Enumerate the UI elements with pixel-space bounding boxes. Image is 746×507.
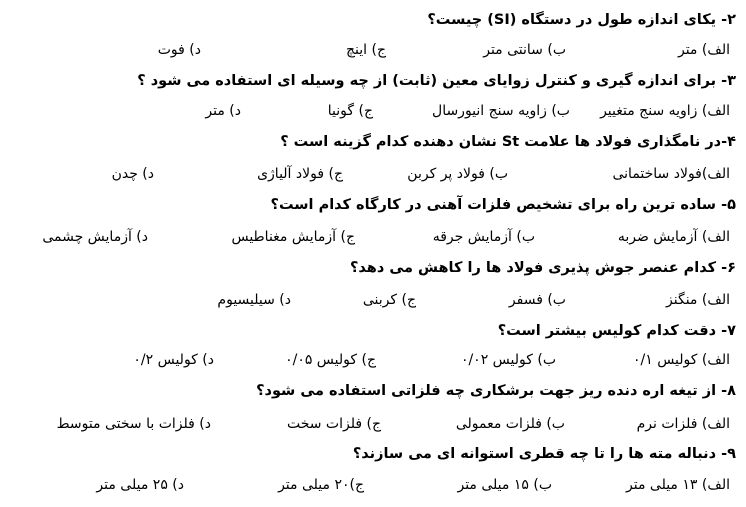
option-a: الف) متر (677, 42, 730, 58)
cropped-next-line (230, 500, 706, 507)
options-3 (0, 96, 746, 126)
option-c: ج) فلزات سخت (286, 416, 381, 432)
options-8 (0, 409, 746, 439)
option-d: د) متر (205, 103, 241, 119)
option-d: د) سیلیسیوم (217, 292, 291, 308)
options-5 (0, 222, 746, 252)
question-text: ۵- ساده ترین راه برای تشخیص فلزات آهنی در کارگاه کدام است؟ (270, 197, 736, 213)
option-d: د) فوت (157, 42, 201, 58)
option-d: د) ۲۵ میلی متر (96, 477, 184, 493)
option-b: ب) کولیس ۰/۰۲ (460, 352, 556, 368)
option-b: ب) فولاد پر کربن (407, 166, 508, 182)
option-b: ب) سانتی متر (483, 42, 566, 58)
question-6 (0, 253, 746, 283)
option-a: الف) زاویه سنج متغییر (600, 103, 730, 119)
question-text: ۸- از تیغه اره دنده ریز جهت برشکاری چه فلزاتی استفاده می شود؟ (256, 383, 736, 399)
question-text: ۴-در نامگذاری فولاد ها علامت St نشان دهنده کدام گزینه است ؟ (280, 134, 736, 150)
options-9 (0, 470, 746, 500)
option-c: ج)۲۰ میلی متر (278, 477, 364, 493)
option-c: ج) فولاد آلیاژی (257, 166, 343, 182)
option-d: د) کولیس ۰/۲ (133, 352, 214, 368)
option-a: الف) آزمایش ضربه (617, 229, 730, 245)
option-d: د) فلزات با سختی متوسط (56, 416, 211, 432)
question-text: ۹- دنباله مته ها را تا چه قطری استوانه ای می سازند؟ (352, 446, 736, 462)
question-text: ۳- برای اندازه گیری و کنترل زوایای معین (ثابت) از چه وسیله ای استفاده می شود ؟ (137, 73, 736, 89)
options-6 (0, 285, 746, 315)
option-c: ج) کولیس ۰/۰۵ (285, 352, 376, 368)
option-c: ج) اینچ (346, 42, 386, 58)
question-text: ۶- کدام عنصر جوش پذیری فولاد ها را کاهش می دهد؟ (349, 260, 736, 276)
question-7 (0, 316, 746, 346)
question-9 (0, 439, 746, 469)
option-b: ب) فلزات معمولی (455, 416, 565, 432)
question-4 (0, 127, 746, 157)
option-d: د) آزمایش چشمی (42, 229, 148, 245)
option-a: الف)فولاد ساختمانی (612, 166, 730, 182)
option-c: ج) گونیا (327, 103, 373, 119)
option-b: ب) زاویه سنج انیورسال (432, 103, 570, 119)
option-c: ج) آزمایش مغناطیس (231, 229, 355, 245)
option-b: ب) فسفر (508, 292, 566, 308)
question-8 (0, 376, 746, 406)
options-4 (0, 159, 746, 189)
option-b: ب) ۱۵ میلی متر (457, 477, 552, 493)
option-a: الف) فلزات نرم (636, 416, 730, 432)
question-text: ۷- دقت کدام کولیس بیشتر است؟ (497, 323, 736, 339)
options-2 (0, 35, 746, 65)
option-d: د) چدن (111, 166, 154, 182)
options-7 (0, 345, 746, 375)
option-a: الف) منگنز (666, 292, 730, 308)
option-c: ج) کربنی (362, 292, 416, 308)
question-3 (0, 66, 746, 96)
option-a: الف) کولیس ۰/۱ (632, 352, 730, 368)
question-5 (0, 190, 746, 220)
option-b: ب) آزمایش جرقه (432, 229, 535, 245)
option-a: الف) ۱۳ میلی متر (626, 477, 730, 493)
question-2 (0, 5, 746, 35)
question-text: ۲- یکای اندازه طول در دستگاه (SI) چیست؟ (427, 12, 736, 28)
